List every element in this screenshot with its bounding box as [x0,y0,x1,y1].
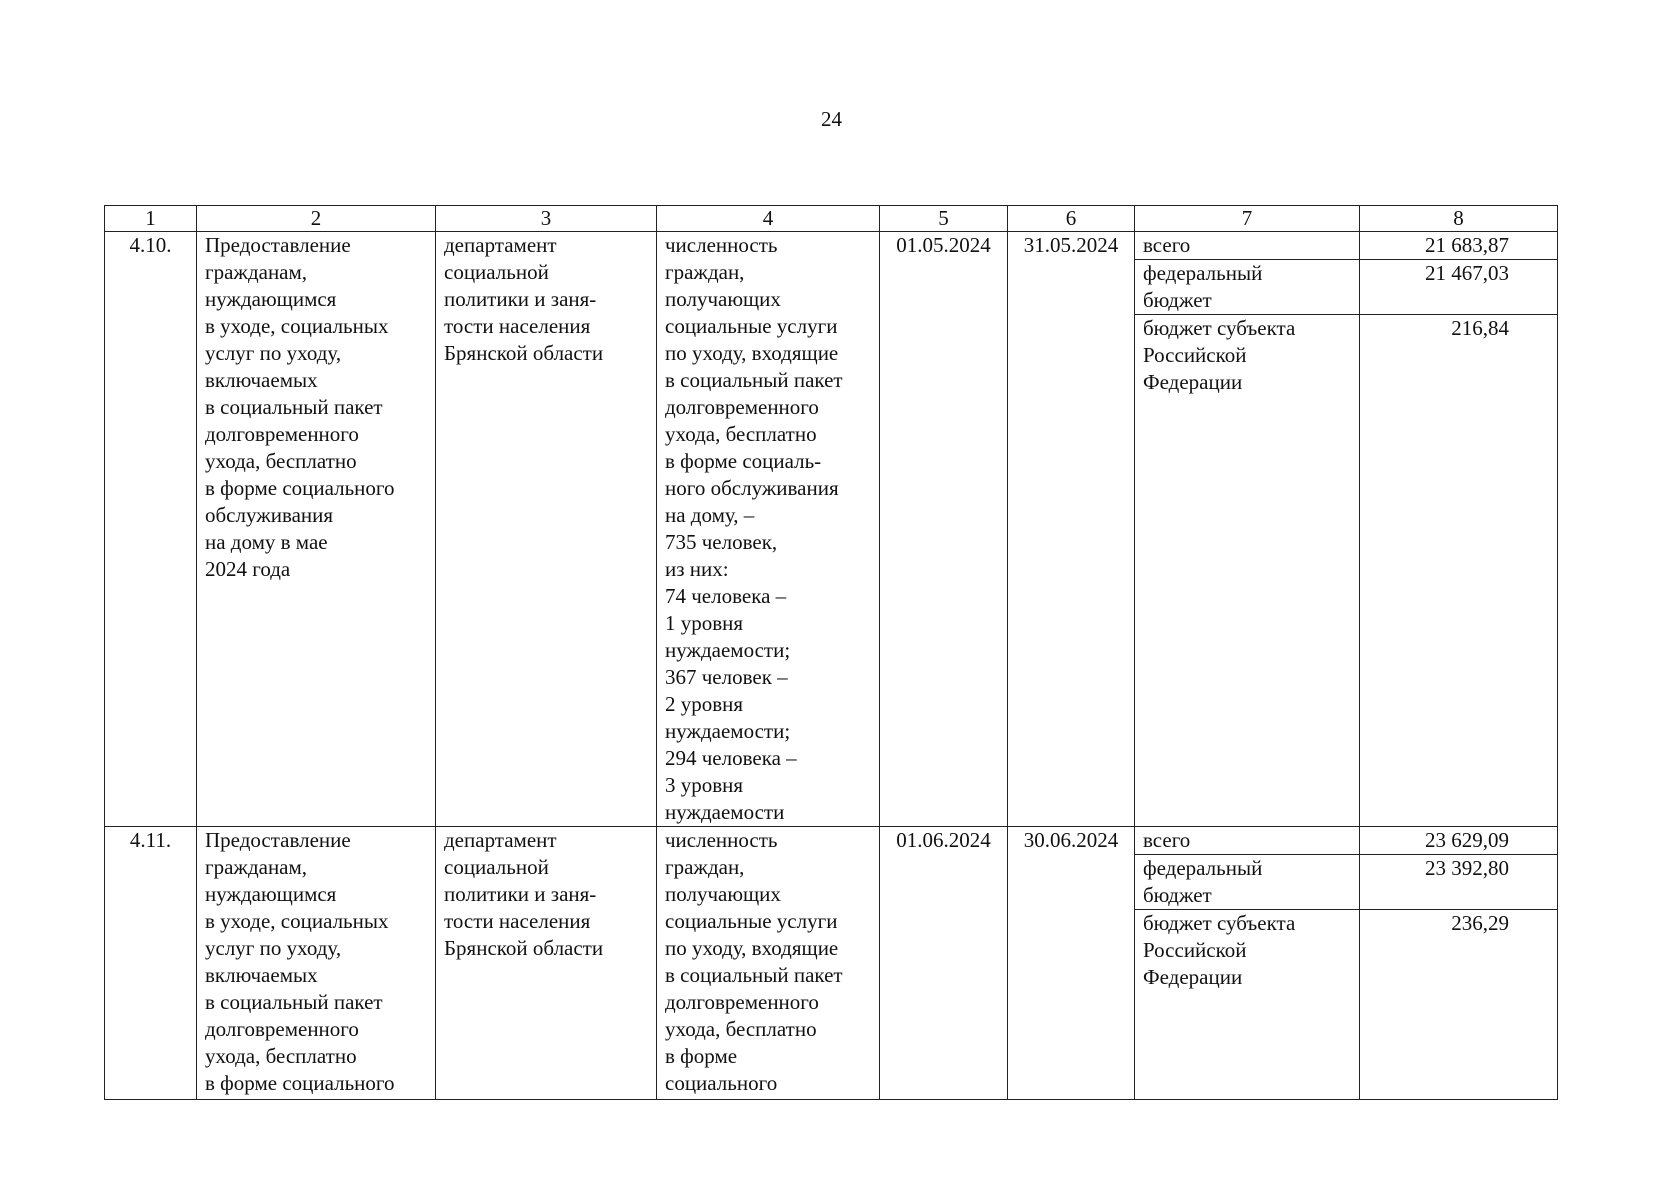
column-number: 8 [1360,206,1558,232]
start-date: 01.06.2024 [880,827,1008,1100]
funding-amount: 21 467,03 [1360,260,1558,315]
funding-source: всего [1135,232,1360,260]
funding-source: бюджет субъекта Российской Федерации [1135,315,1360,827]
column-number-row [105,206,1558,232]
funding-amount: 21 683,87 [1360,232,1558,260]
column-number: 5 [880,206,1008,232]
executor: департамент социальной политики и заня- тости населения Брянской области [436,232,657,827]
column-number: 6 [1008,206,1135,232]
table-row [105,232,1558,260]
indicator: численность граждан, получающих социальные услуги по уходу, входящие в социальный пакет долговременного ухода, бесплатно в форме социального [657,827,880,1100]
funding-source: федеральный бюджет [1135,855,1360,910]
indicator: численность граждан, получающих социальные услуги по уходу, входящие в социальный пакет долговременного ухода, бесплатно в форме социаль- ного обслуживания на дому, – 735 человек, из них: 74 человека – 1 уровня нуждаемости; 367 человек – 2 уровня нуждаемости; 294 человека – 3 уровня нуждаемости [657,232,880,827]
executor: департамент социальной политики и заня- тости населения Брянской области [436,827,657,1100]
row-number: 4.10. [105,232,197,827]
funding-amount: 23 629,09 [1360,827,1558,855]
column-number: 3 [436,206,657,232]
page-number: 24 [821,107,842,131]
activities-table [104,205,1558,1100]
funding-amount: 216,84 [1360,315,1558,827]
funding-source: всего [1135,827,1360,855]
row-number: 4.11. [105,827,197,1100]
table-row [105,827,1558,855]
funding-source: федеральный бюджет [1135,260,1360,315]
column-number: 7 [1135,206,1360,232]
column-number: 1 [105,206,197,232]
funding-amount: 236,29 [1360,910,1558,1100]
end-date: 31.05.2024 [1008,232,1135,827]
activity-name: Предоставление гражданам, нуждающимся в уходе, социальных услуг по уходу, включаемых в социальный пакет долговременного ухода, бесплатно в форме социального обслуживания на дому в мае 2024 года [197,232,436,827]
funding-amount: 23 392,80 [1360,855,1558,910]
funding-source: бюджет субъекта Российской Федерации [1135,910,1360,1100]
column-number: 2 [197,206,436,232]
column-number: 4 [657,206,880,232]
activity-name: Предоставление гражданам, нуждающимся в уходе, социальных услуг по уходу, включаемых в социальный пакет долговременного ухода, бесплатно в форме социального [197,827,436,1100]
start-date: 01.05.2024 [880,232,1008,827]
end-date: 30.06.2024 [1008,827,1135,1100]
